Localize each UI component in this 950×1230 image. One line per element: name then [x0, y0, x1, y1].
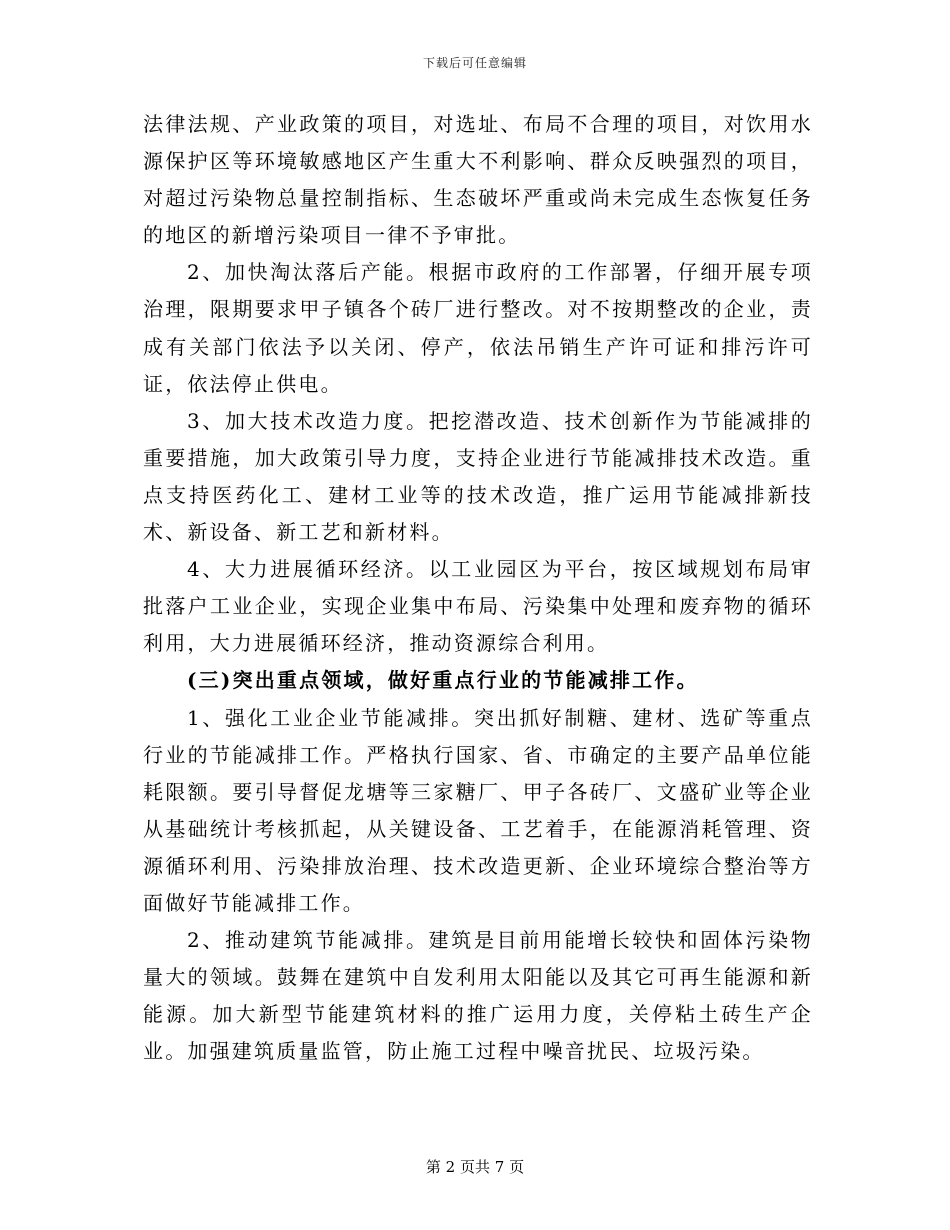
paragraph-item-3: 3、加大技术改造力度。把挖潜改造、技术创新作为节能减排的重要措施，加大政策引导力度，支持企业进行节能减排技术改造。重点支持医药化工、建材工业等的技术改造，推广运用节能减排新技术、新设备、新工艺和新材料。	[143, 408, 813, 545]
paragraph-building: 2、推动建筑节能减排。建筑是目前用能增长较快和固体污染物量大的领域。鼓舞在建筑中自发利用太阳能以及其它可再生能源和新能源。加大新型节能建筑材料的推广运用力度，关停粘土砖生产企业。加强建筑质量监管，防止施工过程中噪音扰民、垃圾污染。	[143, 928, 813, 1064]
paragraph-industrial: 1、强化工业企业节能减排。突出抓好制糖、建材、选矿等重点行业的节能减排工作。严格执行国家、省、市确定的主要产品单位能耗限额。要引导督促龙塘等三家糖厂、甲子各砖厂、文盛矿业等企业从基础统计考核抓起，从关键设备、工艺着手，在能源消耗管理、资源循环利用、污染排放治理、技术改造更新、企业环境综合整治等方面做好节能减排工作。	[143, 705, 813, 915]
page-header: 下载后可任意编辑	[422, 56, 527, 70]
section-heading: (三)突出重点领域，做好重点行业的节能减排工作。	[187, 668, 699, 693]
paragraph-item-2: 2、加快淘汰落后产能。根据市政府的工作部署，仔细开展专项治理，限期要求甲子镇各个砖厂进行整改。对不按期整改的企业，责成有关部门依法予以关闭、停产，依法吊销生产许可证和排污许可证，依法停止供电。	[143, 260, 813, 396]
paragraph-continuation: 法律法规、产业政策的项目，对选址、布局不合理的项目，对饮用水源保护区等环境敏感地区产生重大不利影响、群众反映强烈的项目，对超过污染物总量控制指标、生态破坏严重或尚未完成生态恢复任务的地区的新增污染项目一律不予审批。	[143, 112, 813, 248]
paragraph-item-4: 4、大力进展循环经济。以工业园区为平台，按区域规划布局审批落户工业企业，实现企业集中布局、污染集中处理和废弃物的循环利用，大力进展循环经济，推动资源综合利用。	[143, 557, 813, 656]
page-footer: 第 2 页共 7 页	[425, 1158, 525, 1176]
document-body	[143, 106, 813, 1070]
